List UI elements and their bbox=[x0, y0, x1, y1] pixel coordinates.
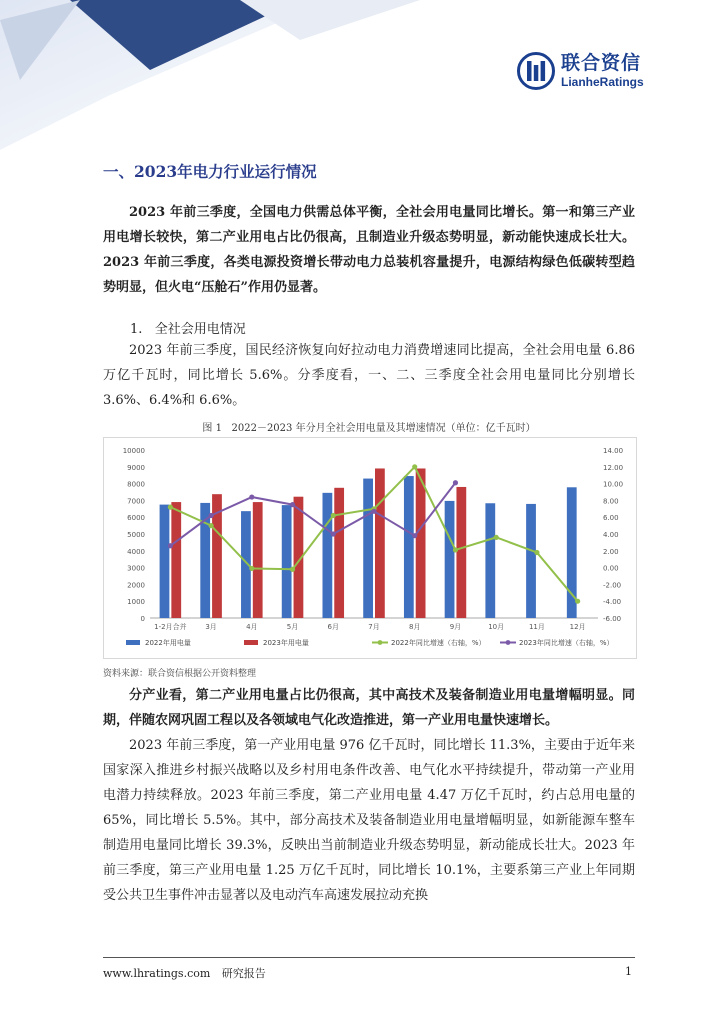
summary-paragraph: 2023 年前三季度，全国电力供需总体平衡，全社会用电量同比增长。第一和第三产业用电增长较快，第二产业用电占比仍很高，且制造业升级态势明显，新动能快速成长壮大。2023 年前三季度，各类电源投资增长带动电力总装机容量提升，电源结构绿色低碳转型趋势明显，但火电“压舱石”作用仍显著。 bbox=[103, 205, 635, 295]
bar-2023 bbox=[416, 468, 426, 618]
growth-point-2022 bbox=[208, 523, 213, 528]
y-left-tick-label: 9000 bbox=[127, 463, 145, 472]
y-left-tick-label: 2000 bbox=[127, 581, 145, 590]
bar-2022 bbox=[160, 505, 170, 618]
electricity-chart bbox=[103, 437, 637, 659]
y-left-tick-label: 10000 bbox=[122, 447, 145, 455]
y-left-tick-label: 4000 bbox=[127, 547, 145, 556]
electricity-usage-paragraph: 2023 年前三季度，国民经济恢复向好拉动电力消费增速同比提高，全社会用电量 6.86 万亿千瓦时，同比增长 5.6%。分季度看，一、二、三季度全社会用电量同比分别增长 3.6%、6.4%和 6.6%。 bbox=[103, 343, 635, 408]
bar-2023 bbox=[456, 487, 466, 618]
y-left-tick-label: 5000 bbox=[127, 531, 145, 539]
y-right-tick-label: -2.00 bbox=[603, 581, 622, 590]
chart-svg bbox=[104, 438, 636, 658]
x-tick-label: 1-2月合并 bbox=[154, 623, 187, 631]
x-tick-label: 6月 bbox=[327, 623, 340, 631]
bar-2023 bbox=[334, 488, 344, 618]
y-right-tick-label: 10.00 bbox=[603, 480, 624, 489]
legend-label: 2022年同比增速（右轴，%） bbox=[391, 639, 486, 647]
footer-website-link[interactable]: www.lhratings.com bbox=[103, 967, 211, 980]
footer-divider bbox=[103, 957, 635, 958]
industry-detail-paragraph: 2023 年前三季度，第一产业用电量 976 亿千瓦时，同比增长 11.3%，主要由于近年来国家深入推进乡村振兴战略以及乡村用电条件改善、电气化水平持续提升，带动第一产业用电潜力持续释放。2023 年前三季度，第二产业用电量 4.47 万亿千瓦时，约占总用电量的 65%，同比增长 5.5%。其中，部分高技术及装备制造业用电量增幅明显，如新能源车整车制造用电量同比增长 39.3%，反映出当前制造业升级态势明显，新动能成长壮大。2023 年前三季度，第三产业用电量 1.25 万亿千瓦时，同比增长 10.1%，主要系第三产业上年同期受公共卫生事件冲击显著以及电动汽车高速发展拉动充换 bbox=[103, 738, 635, 903]
growth-point-2023 bbox=[249, 494, 254, 499]
growth-point-2023 bbox=[453, 480, 458, 485]
x-tick-label: 3月 bbox=[205, 623, 217, 631]
bar-2022 bbox=[322, 493, 332, 618]
legend-swatch-marker bbox=[506, 640, 511, 645]
growth-point-2023 bbox=[412, 533, 417, 538]
growth-point-2023 bbox=[208, 513, 213, 518]
y-right-tick-label: 8.00 bbox=[603, 497, 619, 506]
growth-point-2022 bbox=[534, 550, 539, 555]
growth-point-2023 bbox=[371, 509, 376, 514]
growth-point-2022 bbox=[168, 505, 173, 510]
footer-left bbox=[103, 965, 266, 981]
y-left-tick-label: 0 bbox=[140, 615, 145, 623]
legend-label: 2023年同比增速（右轴，%） bbox=[519, 639, 614, 647]
lianhe-logo-icon bbox=[517, 52, 555, 90]
bar-2022 bbox=[445, 501, 455, 618]
y-right-tick-label: -6.00 bbox=[603, 615, 622, 623]
y-right-tick-label: 12.00 bbox=[603, 463, 624, 472]
x-tick-label: 7月 bbox=[368, 623, 380, 631]
bar-2022 bbox=[485, 503, 495, 618]
legend-swatch-marker bbox=[378, 640, 383, 645]
x-tick-label: 12月 bbox=[569, 623, 586, 631]
growth-point-2023 bbox=[168, 543, 173, 548]
x-tick-label: 8月 bbox=[408, 623, 421, 631]
growth-point-2023 bbox=[290, 502, 295, 507]
growth-point-2022 bbox=[412, 464, 417, 469]
x-tick-label: 9月 bbox=[449, 623, 462, 631]
bar-2022 bbox=[404, 476, 414, 618]
x-tick-label: 5月 bbox=[286, 623, 299, 631]
section-title: 一、2023年电力行业运行情况 bbox=[103, 162, 317, 181]
growth-point-2022 bbox=[249, 566, 254, 571]
growth-point-2022 bbox=[494, 535, 499, 540]
y-right-tick-label: 14.00 bbox=[603, 447, 624, 455]
growth-point-2022 bbox=[290, 567, 295, 572]
growth-point-2022 bbox=[453, 547, 458, 552]
page-number: 1 bbox=[625, 965, 632, 978]
bar-2023 bbox=[171, 502, 181, 618]
subsection-title: 1. 全社会用电情况 bbox=[130, 322, 246, 337]
bar-2022 bbox=[282, 505, 292, 618]
logo-en-text: LianheRatings bbox=[561, 75, 644, 89]
bar-2023 bbox=[375, 468, 385, 618]
logo-cn-text: 联合资信 bbox=[561, 52, 642, 74]
growth-line-2022 bbox=[170, 467, 577, 601]
x-tick-label: 10月 bbox=[488, 623, 505, 631]
bar-2023 bbox=[253, 502, 263, 618]
y-left-tick-label: 7000 bbox=[127, 497, 145, 506]
legend-swatch bbox=[126, 640, 140, 645]
y-right-tick-label: 4.00 bbox=[603, 531, 619, 539]
legend-label: 2022年用电量 bbox=[145, 639, 191, 647]
y-right-tick-label: 2.00 bbox=[603, 547, 619, 556]
y-left-tick-label: 8000 bbox=[127, 480, 145, 489]
y-left-tick-label: 3000 bbox=[127, 564, 145, 573]
y-left-tick-label: 6000 bbox=[127, 514, 145, 523]
source-note: 资料来源：联合资信根据公开资料整理 bbox=[103, 669, 257, 679]
growth-point-2023 bbox=[331, 531, 336, 536]
company-logo bbox=[517, 52, 644, 90]
y-right-tick-label: 0.00 bbox=[603, 564, 619, 573]
bar-2022 bbox=[363, 479, 373, 618]
figure-title: 图 1 2022－2023 年分月全社会用电量及其增速情况（单位：亿千瓦时） bbox=[202, 423, 536, 434]
growth-point-2022 bbox=[575, 599, 580, 604]
x-tick-label: 4月 bbox=[246, 623, 258, 631]
growth-point-2022 bbox=[331, 513, 336, 518]
footer-doc-type: 研究报告 bbox=[221, 967, 266, 980]
y-left-tick-label: 1000 bbox=[127, 598, 145, 607]
legend-label: 2023年用电量 bbox=[263, 639, 309, 647]
bar-2022 bbox=[526, 504, 536, 618]
y-right-tick-label: 6.00 bbox=[603, 514, 619, 523]
x-tick-label: 11月 bbox=[528, 623, 545, 631]
legend-swatch bbox=[244, 640, 258, 645]
y-right-tick-label: -4.00 bbox=[603, 598, 622, 607]
industry-summary-paragraph: 分产业看，第二产业用电量占比仍很高，其中高技术及装备制造业用电量增幅明显。同期，伴随农网巩固工程以及各领域电气化改造推进，第一产业用电量快速增长。 bbox=[103, 688, 635, 728]
